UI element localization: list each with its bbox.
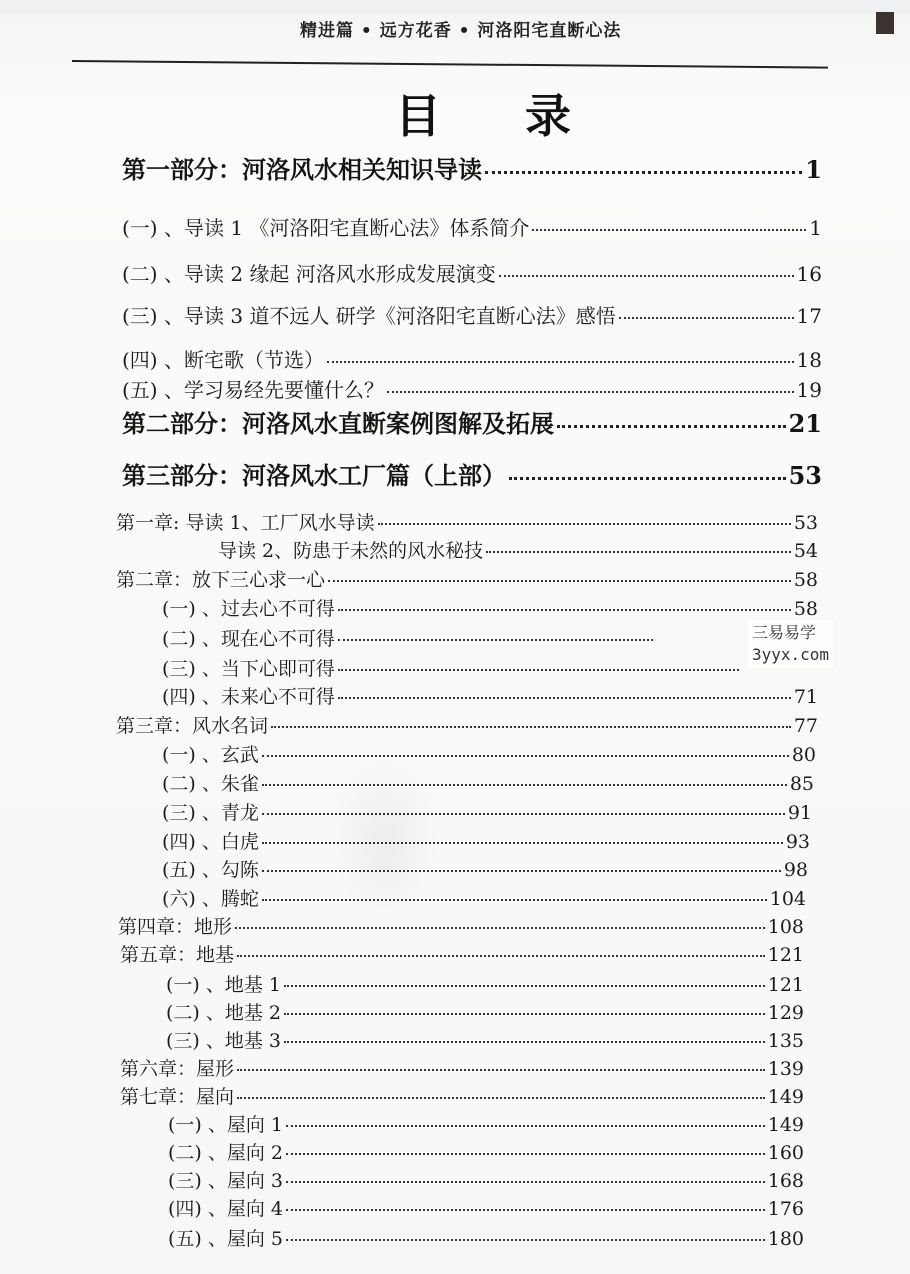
toc-entry-label: (三) 、屋向 3 [168,1170,283,1192]
leader-dots [286,1125,765,1127]
toc-entry-page: 149 [767,1114,804,1136]
leader-dots [262,755,789,757]
toc-entry [122,300,822,329]
toc-entry [162,624,656,651]
toc-entry [166,998,804,1025]
toc-entry-page: 160 [767,1142,804,1164]
toc-entry [162,594,818,621]
toc-entry-page: 85 [789,773,814,795]
leader-dots [499,275,794,277]
toc-entry [168,1110,804,1137]
leader-dots [237,1097,765,1099]
toc-entry-label: (五) 、屋向 5 [168,1228,283,1250]
leader-dots [387,391,794,393]
toc-entry-page: 139 [767,1058,804,1080]
toc-entry-label: (三) 、当下心即可得 [162,658,335,680]
top-strip [0,0,910,14]
toc-entry-page: 80 [791,744,816,766]
toc-entry [166,970,804,997]
toc-entry-page: 91 [787,802,812,824]
leader-dots [557,425,786,428]
leader-dots [486,551,791,553]
toc-entry-page: 149 [767,1086,804,1108]
toc-entry [168,1138,804,1165]
leader-dots [284,1013,765,1015]
toc-entry-page: 108 [767,916,804,938]
header-rule [72,60,828,69]
toc-entry-label: 第六章：屋形 [120,1058,235,1080]
toc-entry-label: (二) 、现在心不可得 [162,628,335,650]
leader-dots [509,477,786,480]
toc-entry [120,1054,804,1081]
toc-entry [122,212,822,241]
toc-entry-label: 第七章：屋向 [120,1086,235,1108]
leader-dots [338,697,791,699]
toc-entry [166,1026,804,1053]
toc-entry [120,940,804,967]
toc-entry [122,456,822,491]
toc-entry-page: 19 [796,378,822,402]
toc-entry-label: (一) 、导读 1 《河洛阳宅直断心法》体系简介 [122,216,530,240]
toc-entry-page: 16 [796,262,822,286]
watermark-line1: 三易易学 [752,623,817,642]
toc-entry-page: 77 [793,715,818,737]
toc-entry [162,740,816,767]
leader-dots [485,171,802,174]
leader-dots [338,609,791,611]
toc-entry-label: 第一章: 导读 1、工厂风水导读 [116,512,375,534]
leader-dots [286,1181,765,1183]
toc-entry [120,1082,804,1109]
watermark-line2: 3yyx.com [752,645,830,664]
leader-dots [262,813,785,815]
toc-entry-label: 第四章：地形 [118,916,233,938]
toc-entry-label: (一) 、过去心不可得 [162,598,335,620]
toc-entry-page: 53 [793,512,818,534]
leader-dots [284,985,765,987]
toc-entry-page: 121 [767,974,804,996]
toc-entry [116,508,818,535]
toc-entry-label: (三) 、导读 3 道不远人 研学《河洛阳宅直断心法》感悟 [122,304,616,328]
toc-entry-label: (二) 、屋向 2 [168,1142,283,1164]
toc-entry-page: 176 [767,1198,804,1220]
toc-entry-label: (四) 、白虎 [162,831,259,853]
toc-entry [162,827,810,854]
toc-entry-label: 导读 2、防患于未然的风水秘技 [218,540,484,562]
toc-entry-page: 98 [783,859,808,881]
toc-entry [168,1194,804,1221]
leader-dots [271,726,791,728]
leader-dots [262,842,783,844]
toc-entry [168,1224,804,1251]
leader-dots [262,899,767,901]
toc-entry [162,682,818,709]
toc-entry-page: 104 [769,888,806,910]
toc-entry [118,912,804,939]
toc-entry-label: (六) 、腾蛇 [162,888,259,910]
leader-dots [327,361,794,363]
toc-entry-page: 180 [767,1228,804,1250]
toc-entry-page: 1 [805,155,822,184]
toc-entry [162,855,808,882]
toc-entry-label: 第一部分：河洛风水相关知识导读 [122,155,482,184]
toc-entry [162,769,814,796]
toc-entry [122,344,822,373]
toc-entry [122,404,822,439]
toc-entry [122,150,822,185]
leader-dots [262,870,781,872]
toc-entry-page: 54 [793,540,818,562]
leader-dots [619,317,794,319]
toc-entry-label: 第三章：风水名词 [116,715,269,737]
toc-entry-label: 第五章：地基 [120,944,235,966]
leader-dots [328,580,791,582]
leader-dots [286,1153,765,1155]
toc-entry-label: (四) 、断宅歌（节选） [122,348,324,372]
leader-dots [286,1209,765,1211]
toc-entry-label: (三) 、地基 3 [166,1030,281,1052]
toc-entry [162,798,812,825]
toc-entry [116,711,818,738]
toc-entry [168,1166,804,1193]
toc-entry-page: 129 [767,1002,804,1024]
toc-entry-page: 71 [793,686,818,708]
toc-entry-label: (四) 、屋向 4 [168,1198,283,1220]
toc-entry [218,536,818,563]
toc-entry [122,258,822,287]
toc-entry-page: 135 [767,1030,804,1052]
watermark [748,620,833,668]
toc-entry-page: 18 [796,348,822,372]
toc-entry-label: (一) 、屋向 1 [168,1114,283,1136]
toc-entry-page: 53 [788,461,822,490]
leader-dots [237,955,765,957]
leader-dots [338,669,739,671]
toc-entry-page: 121 [767,944,804,966]
toc-entry-page: 1 [809,216,822,240]
toc-entry-label: 第二章：放下三心求一心 [116,569,326,591]
toc-entry-page: 58 [793,598,818,620]
toc-entry-page: 21 [788,409,822,438]
toc-entry-label: (一) 、玄武 [162,744,259,766]
running-header: 精进篇 • 远方花香 • 河洛阳宅直断心法 [300,21,622,41]
toc-entry-label: (三) 、青龙 [162,802,259,824]
leader-dots [338,639,653,641]
toc-entry-label: 第二部分：河洛风水直断案例图解及拓展 [122,409,554,438]
corner-mark [876,12,894,34]
toc-entry-page: 58 [793,569,818,591]
leader-dots [286,1239,765,1241]
leader-dots [378,523,791,525]
toc-entry [162,884,806,911]
toc-entry-page: 17 [796,304,822,328]
toc-entry-label: (二) 、朱雀 [162,773,259,795]
toc-title: 目 录 [395,89,606,143]
toc-entry [116,565,818,592]
leader-dots [235,927,765,929]
toc-entry-label: 第三部分：河洛风水工厂篇（上部） [122,461,506,490]
leader-dots [532,229,806,231]
toc-entry [122,374,822,403]
toc-entry [162,654,742,681]
toc-entry-label: (四) 、未来心不可得 [162,686,335,708]
toc-entry-label: (二) 、地基 2 [166,1002,281,1024]
toc-entry-label: (一) 、地基 1 [166,974,281,996]
toc-entry-page: 93 [785,831,810,853]
leader-dots [284,1041,765,1043]
toc-entry-label: (五) 、勾陈 [162,859,259,881]
toc-entry-page: 168 [767,1170,804,1192]
leader-dots [262,784,787,786]
toc-entry-label: (五) 、学习易经先要懂什么？ [122,378,384,402]
toc-entry-label: (二) 、导读 2 缘起 河洛风水形成发展演变 [122,262,496,286]
leader-dots [237,1069,765,1071]
